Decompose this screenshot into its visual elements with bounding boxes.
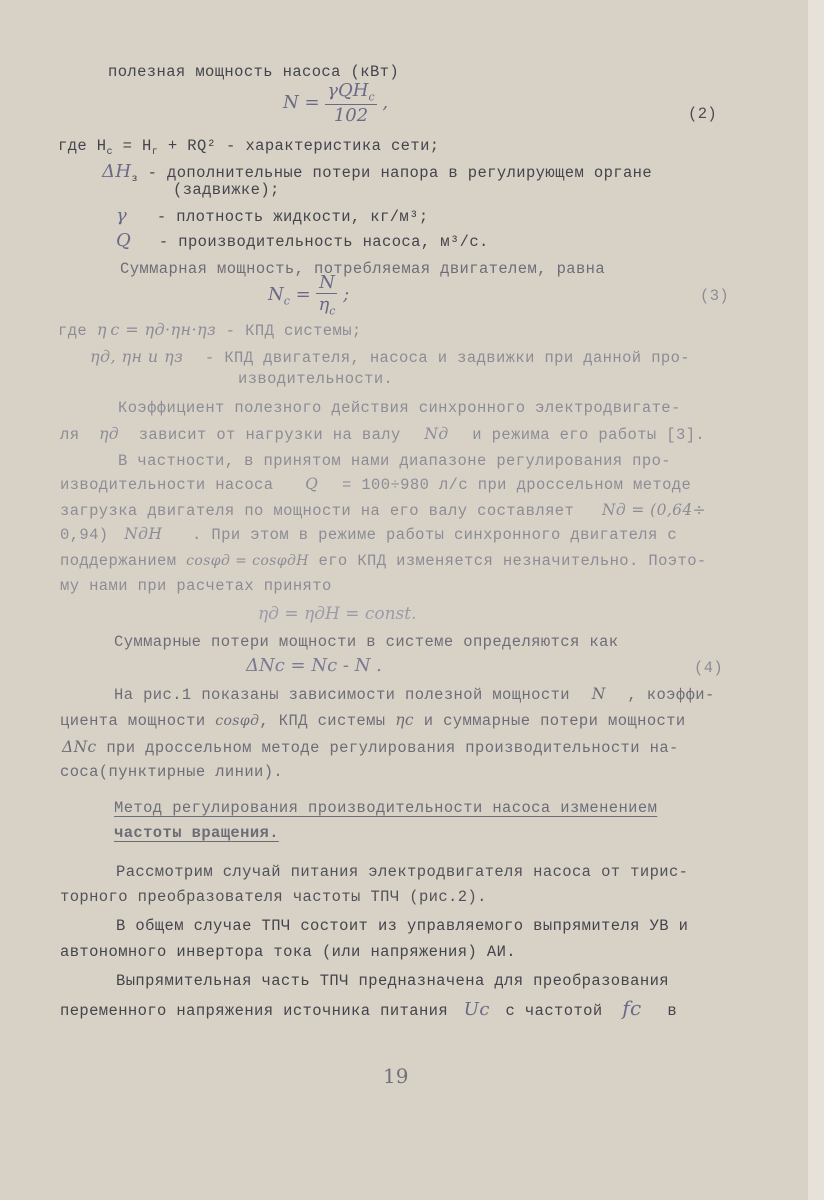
text-span: = 100÷980 л/с при дроссельном методе <box>341 476 692 494</box>
formula-delta-nc: ΔNc <box>62 738 97 756</box>
text-line <box>90 347 690 368</box>
formula-eta-const: ηд = ηдH = const. <box>258 604 417 624</box>
text-span: зависит от нагрузки на валу <box>138 426 401 444</box>
symbol-gamma: γ <box>116 205 128 226</box>
text-span: и режима его работы [3]. <box>472 426 706 444</box>
formula-num-sub: c <box>368 90 375 104</box>
text-line <box>60 710 686 731</box>
formula-power-loss: ΔNc = Nc - N . <box>246 655 382 676</box>
text-line: Выпрямительная часть ТПЧ предназначена для преобразования <box>116 972 669 990</box>
text-line <box>116 206 429 227</box>
text-span: - КПД двигателя, насоса и задвижки при данной про- <box>204 349 690 367</box>
symbol-u-c: Uc <box>463 999 490 1020</box>
text-span: где <box>58 322 88 340</box>
symbol-eta-d: ηд <box>99 425 120 443</box>
text-line: Суммарные потери мощности в системе определяются как <box>114 633 619 651</box>
page-number: 19 <box>383 1064 409 1088</box>
formula-total-power <box>268 272 349 318</box>
equation-number: (3) <box>700 287 730 305</box>
text-line <box>60 524 677 545</box>
formula-tail: , <box>382 91 389 113</box>
text-span: . При этом в режиме работы синхронного двигателя с <box>192 526 678 544</box>
text-span: ля <box>60 426 80 444</box>
section-heading: Метод регулирования производительности насоса изменением <box>114 799 658 817</box>
text-span: , КПД системы <box>259 712 386 730</box>
text-line <box>62 737 679 758</box>
text-span: - производительность насоса, м³/с. <box>158 233 489 251</box>
equation-number: (4) <box>694 659 724 677</box>
text-span: его КПД изменяется незначительно. Поэто- <box>318 552 707 570</box>
formula-numerator: N <box>316 272 337 294</box>
text-span: где H <box>58 137 107 155</box>
formula-efficiency-parts: ηд, ηн и ηз <box>90 347 184 366</box>
text-line: му нами при расчетах принято <box>60 577 332 595</box>
text-line: (задвижке); <box>173 181 280 199</box>
formula-denominator: 102 <box>333 104 369 126</box>
text-line <box>114 684 715 705</box>
text-span: + RQ² - характеристика сети; <box>158 137 440 155</box>
symbol-delta-h: ΔH <box>102 161 132 182</box>
text-line <box>58 320 362 341</box>
formula-den-sub: c <box>329 304 336 318</box>
text-line: полезная мощность насоса (кВт) <box>108 63 400 81</box>
text-line: изводительности. <box>238 370 394 388</box>
text-span: - плотность жидкости, кг/м³; <box>156 208 429 226</box>
formula-fraction <box>325 80 376 126</box>
text-line: Суммарная мощность, потребляемая двигателем, равна <box>120 260 606 278</box>
text-line: В общем случае ТПЧ состоит из управляемого выпрямителя УВ и <box>116 917 689 935</box>
text-span: - дополнительные потери напора в регулирующем органе <box>147 164 653 182</box>
text-line: $\Delta H_з$ - дополнительные потери напора в регулирующем органе <box>102 161 653 186</box>
text-line: В частности, в принятом нами диапазоне регулирования про- <box>118 452 671 470</box>
section-heading: частоты вращения. <box>114 824 279 842</box>
text-span: и суммарные потери мощности <box>423 712 686 730</box>
formula-load-range: Nд = (0,64÷ <box>601 501 707 519</box>
symbol-n: N <box>591 685 606 703</box>
formula-lhs: N <box>268 283 284 305</box>
text-line: где $H_c = H_г + RQ^2$ - характеристика сети; <box>58 137 440 159</box>
text-span: - КПД системы; <box>225 322 362 340</box>
text-span: На рис.1 показаны зависимости полезной мощности <box>114 686 570 704</box>
text-line: Коэффициент полезного действия синхронного электродвигате- <box>118 399 681 417</box>
formula-useful-power <box>283 80 388 126</box>
formula-numerator: γQH <box>327 80 369 101</box>
page-edge <box>808 0 824 1200</box>
formula-efficiency: η c = ηд·ηн·ηз <box>96 320 217 339</box>
symbol-n-d: Nд <box>424 425 449 443</box>
formula-sub: c <box>283 294 290 308</box>
text-line: торного преобразователя частоты ТПЧ (рис.2). <box>60 888 487 906</box>
text-span: = H <box>112 137 152 155</box>
formula-cos-phi: cosφд = cosφдH <box>186 553 309 569</box>
formula-cos-phi: cosφд <box>215 713 260 729</box>
symbol-q: Q <box>116 230 132 251</box>
formula-denominator: η <box>318 294 330 315</box>
symbol-q: Q <box>305 475 319 493</box>
equation-number: (2) <box>688 105 718 123</box>
symbol-n-dh: NдH <box>124 525 163 543</box>
text-line <box>60 500 706 521</box>
formula-eq: = <box>289 283 311 305</box>
formula-tail: ; <box>343 283 350 305</box>
text-line: Рассмотрим случай питания электродвигателя насоса от тирис- <box>116 863 689 881</box>
text-line <box>60 551 707 571</box>
symbol-eta-c: ηс <box>395 711 414 729</box>
text-span: поддержанием <box>60 552 177 570</box>
text-line: автономного инвертора тока (или напряжения) АИ. <box>60 943 516 961</box>
formula-fraction <box>316 272 337 318</box>
text-span: , коэффи- <box>627 686 715 704</box>
formula-lhs: N = <box>283 91 320 113</box>
text-span: при дроссельном методе регулирования производительности на- <box>106 739 679 757</box>
text-span: с частотой <box>505 1002 603 1020</box>
text-span: переменного напряжения источника питания <box>60 1002 449 1020</box>
text-span: в <box>667 1002 678 1020</box>
text-line <box>60 998 677 1021</box>
text-span: изводительности насоса <box>60 476 274 494</box>
text-span: 0,94) <box>60 526 109 544</box>
text-span: циента мощности <box>60 712 206 730</box>
text-line: соса(пунктирные линии). <box>60 763 284 781</box>
text-line <box>116 231 489 252</box>
symbol-f-c: fc <box>622 996 642 1020</box>
text-line <box>60 474 691 495</box>
text-line <box>60 424 705 445</box>
text-span: загрузка двигателя по мощности на его валу составляет <box>60 502 575 520</box>
